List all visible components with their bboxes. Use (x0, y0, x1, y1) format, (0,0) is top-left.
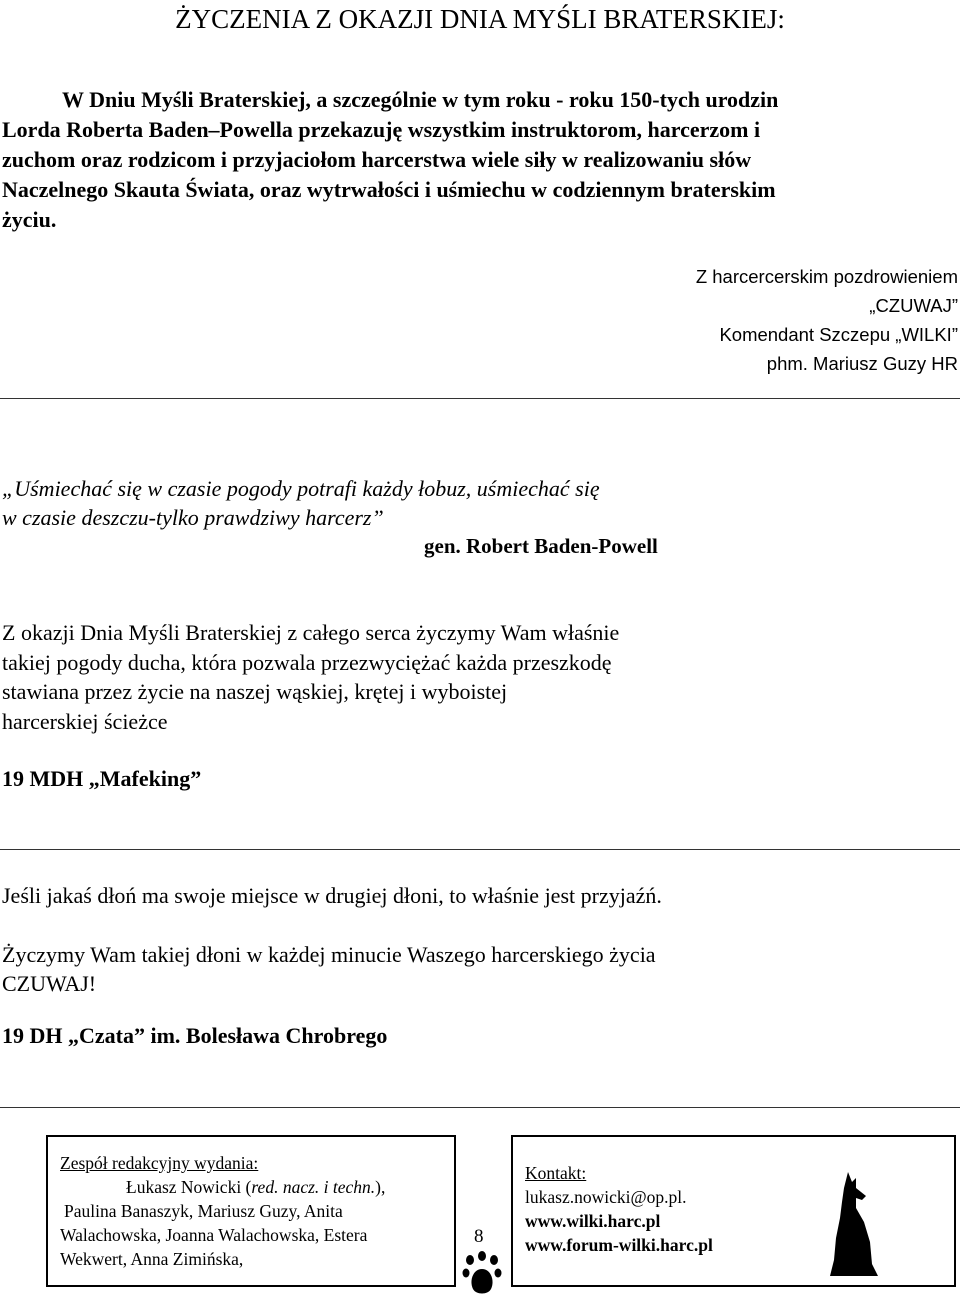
page-number: 8 (474, 1226, 484, 1247)
contact-heading: Kontakt: (525, 1163, 587, 1183)
divider (0, 849, 960, 850)
wish-line: takiej pogody ducha, która pozwala przezwyciężać każda przeszkodę (2, 649, 612, 675)
divider (0, 398, 960, 399)
wish2-line: Życzymy Wam takiej dłoni w każdej minucie Waszego harcerskiego życia (2, 942, 656, 967)
wish-line: Z okazji Dnia Myśli Braterskiej z całego serca życzymy Wam właśnie (2, 620, 620, 645)
editorial-members: Wekwert, Anna Zimińska, (60, 1249, 244, 1269)
signature-block (696, 262, 958, 378)
editor-line: Łukasz Nowicki (red. nacz. i techn.), (126, 1177, 386, 1197)
quote-author: gen. Robert Baden-Powell (424, 534, 658, 558)
wish2-paragraph (2, 940, 656, 998)
editorial-members: Walachowska, Joanna Walachowska, Estera (60, 1225, 368, 1245)
intro-line: życiu. (2, 207, 57, 232)
signature-motto: „CZUWAJ” (869, 295, 958, 316)
howling-wolf-icon (826, 1168, 882, 1280)
friendship-line: Jeśli jakaś dłoń ma swoje miejsce w drugiej dłoni, to właśnie jest przyjaźń. (2, 883, 662, 908)
intro-line: Lorda Roberta Baden–Powella przekazuję wszystkim instruktorom, harcerzom i (2, 117, 761, 142)
intro-line: W Dniu Myśli Braterskiej, a szczególnie w tym roku - roku 150-tych urodzin (62, 87, 779, 112)
contact-box (511, 1135, 956, 1287)
wish-line: stawiana przez życie na naszej wąskiej, krętej i wyboistej (2, 679, 508, 704)
editorial-members: Paulina Banaszyk, Mariusz Guzy, Anita (64, 1201, 343, 1221)
paw-print-icon (461, 1251, 503, 1297)
contact-site-link[interactable]: www.wilki.harc.pl (525, 1211, 661, 1231)
page-title: ŻYCZENIA Z OKAZJI DNIA MYŚLI BRATERSKIEJ: (175, 4, 785, 34)
team-signature-mafeking: 19 MDH „Mafeking” (2, 766, 202, 791)
wish-paragraph (2, 618, 762, 736)
contact-email[interactable]: lukasz.nowicki@op.pl. (525, 1187, 687, 1207)
quote-line: w czasie deszczu-tylko prawdziwy harcerz” (2, 505, 384, 530)
wish2-line: CZUWAJ! (2, 971, 97, 996)
intro-line: zuchom oraz rodzicom i przyjaciołom harcerstwa wiele siły w realizowaniu słów (2, 147, 752, 172)
editorial-heading: Zespół redakcyjny wydania: (60, 1153, 259, 1173)
intro-paragraph (2, 85, 958, 235)
quote (2, 474, 762, 532)
quote-line: „Uśmiechać się w czasie pogody potrafi każdy łobuz, uśmiechać się (2, 476, 600, 501)
wish-line: harcerskiej ścieżce (2, 708, 168, 734)
signature-role: Komendant Szczepu „WILKI” (719, 324, 958, 345)
editorial-box (46, 1135, 456, 1287)
signature-name: phm. Mariusz Guzy HR (766, 353, 958, 374)
team-signature-czata: 19 DH „Czata” im. Bolesława Chrobrego (2, 1023, 388, 1048)
divider (0, 1107, 960, 1108)
contact-forum-link[interactable]: www.forum-wilki.harc.pl (525, 1235, 713, 1255)
intro-line: Naczelnego Skauta Świata, oraz wytrwałości i uśmiechu w codziennym braterskim (2, 177, 776, 202)
signature-greeting: Z harcercerskim pozdrowieniem (695, 266, 958, 287)
